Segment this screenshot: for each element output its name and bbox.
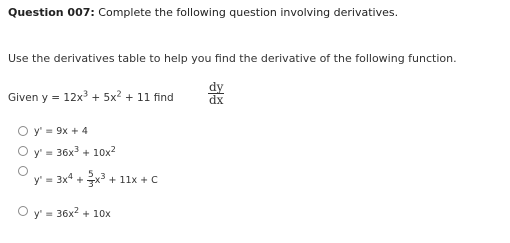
option-1-radio[interactable] [18,126,28,136]
option-1-label: y' = 9x + 4 [34,126,88,137]
option-4-label: $y' = 36x^2 + 10x$ [34,205,111,220]
given-function: Given $y = 12x^3 + 5x^2 + 11$ find [8,89,174,104]
option-2-label: $y' = 36x^3 + 10x^2$ [34,144,116,159]
instruction-text: Use the derivatives table to help you find the derivative of the following function. [8,52,457,65]
question-header [8,6,398,19]
question-number: Question 007: [8,6,95,19]
option-4-radio[interactable] [18,206,28,216]
question-title: Complete the following question involving derivatives. [98,6,399,19]
option-3-radio[interactable] [18,166,28,176]
option-3-label: $y' = 3x^4$ + $\frac{5}{3}$ $x^3 + 11x + C$ [34,170,158,190]
dydx-fraction: $\frac{dy}{dx}$ [209,80,224,107]
option-2-radio[interactable] [18,146,28,156]
option-3-fraction: $\frac{5}{3}$ [88,170,94,190]
